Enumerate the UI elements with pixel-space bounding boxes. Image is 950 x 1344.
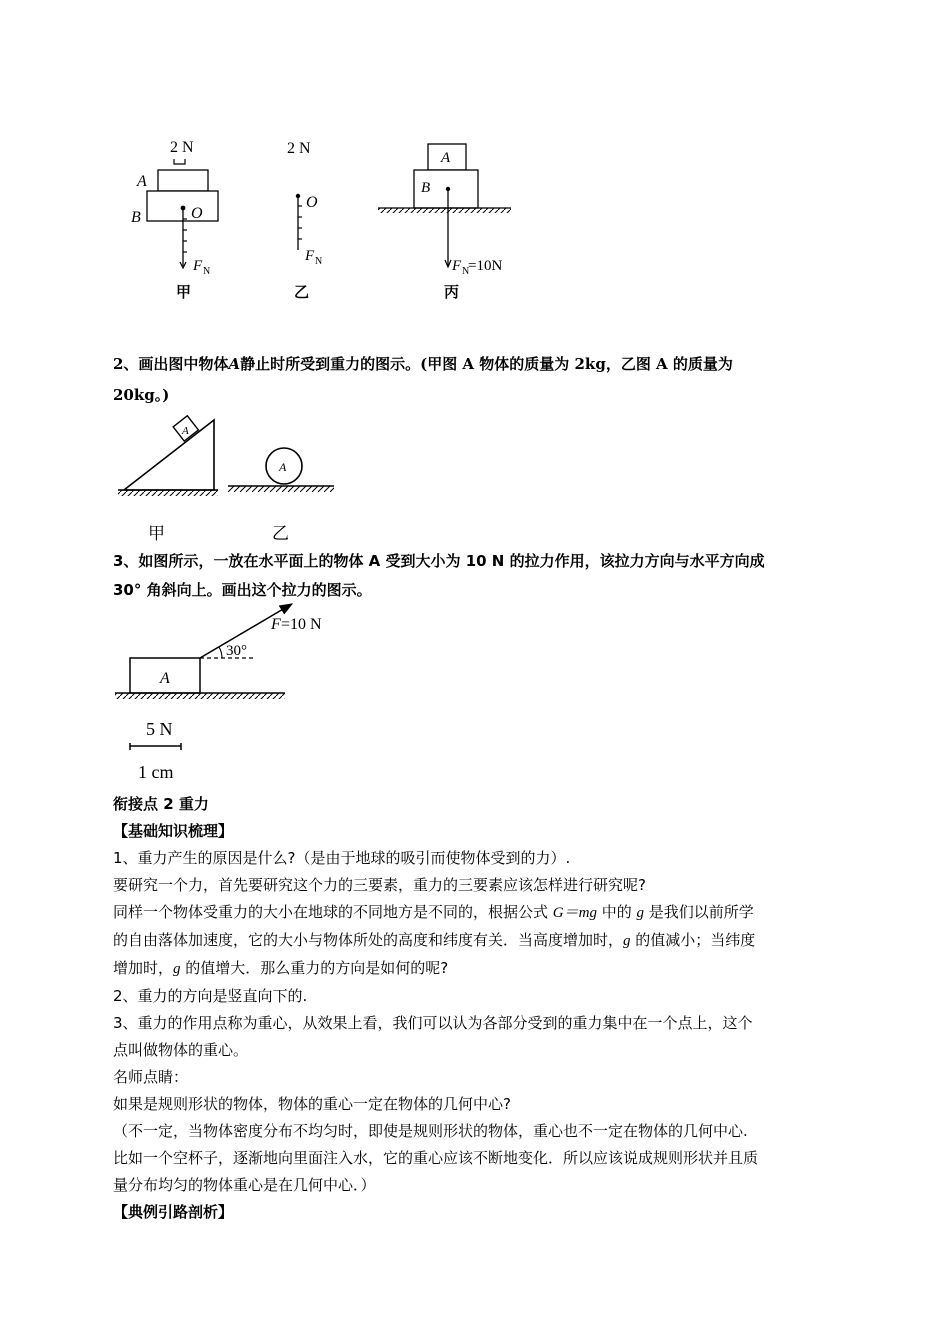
caption-bing: 丙 <box>444 283 460 301</box>
label-FN-yi: F <box>305 248 315 264</box>
force-label-F: F <box>271 616 281 633</box>
angle-label: 30° <box>226 643 247 659</box>
question-3: 3、如图所示，一放在水平面上的物体 A 受到大小为 10 N 的拉力作用，该拉力方向与水平方向成 30° 角斜向上。画出这个拉力的图示。 <box>113 552 765 599</box>
svg-text:=10N: =10N <box>468 258 503 274</box>
para-2: 要研究一个力，首先要研究这个力的三要素，重力的三要素应该怎样进行研究呢? <box>113 876 646 894</box>
caption-jia-2: 甲 <box>148 524 165 544</box>
caption-jia: 甲 <box>176 283 192 301</box>
para-1: 1、重力产生的原因是什么?（是由于地球的吸引而使物体受到的力）. <box>113 849 571 867</box>
para-6: 2、重力的方向是竖直向下的. <box>113 987 308 1005</box>
para-8: 点叫做物体的重心。 <box>113 1041 249 1059</box>
label-O-yi: O <box>306 194 318 211</box>
scale-length-fig3: 1 cm <box>138 762 174 782</box>
scale-bar-fig3 <box>130 743 181 750</box>
para-10: 如果是规则形状的物体，物体的重心一定在物体的几何中心? <box>113 1095 511 1113</box>
force-label-value: =10 N <box>281 616 322 633</box>
para-9: 名师点睛： <box>113 1068 189 1086</box>
label-A-fig3: A <box>160 670 170 687</box>
para-11: （不一定，当物体密度分布不均匀时，即使是规则形状的物体，重心也不一定在物体的几何中心. <box>113 1122 748 1140</box>
caption-yi: 乙 <box>294 283 310 301</box>
svg-text:N: N <box>203 266 211 277</box>
para-4: 的自由落体加速度，它的大小与物体所处的高度和纬度有关．当高度增加时，g 的值减小；当纬度 <box>113 931 756 949</box>
label-A-incline: A <box>182 425 189 437</box>
caption-yi-2: 乙 <box>272 524 289 544</box>
label-A-ball: A <box>279 460 287 474</box>
label-B-jia: B <box>131 209 141 226</box>
para-3: 同样一个物体受重力的大小在地球的不同地方是不同的，根据公式 G＝mg 中的 g 是我们以前所学 <box>113 903 754 921</box>
para-13: 量分布均匀的物体重心是在几何中心．） <box>113 1176 376 1194</box>
label-FN-jia: F <box>193 258 203 274</box>
scale-label-jia: 2 N <box>170 139 194 156</box>
label-FN-bing: F <box>452 258 462 274</box>
svg-text:N: N <box>462 266 470 277</box>
scale-force-fig3: 5 N <box>146 719 173 739</box>
question-2: 2、画出图中物体A静止时所受到重力的图示。(甲图 A 物体的质量为 2kg，乙图 A 的质量为 20kg。) <box>113 355 733 404</box>
section-subtitle: 【基础知识梳理】 <box>113 822 234 840</box>
section-title: 衔接点 2 重力 <box>113 795 209 813</box>
label-A-jia: A <box>137 173 147 190</box>
section-subtitle-2: 【典例引路剖析】 <box>113 1203 234 1221</box>
para-5: 增加时，g 的值增大．那么重力的方向是如何的呢? <box>113 959 449 977</box>
svg-text:N: N <box>315 256 323 267</box>
angle-arc <box>219 647 222 658</box>
para-7: 3、重力的作用点称为重心，从效果上看，我们可以认为各部分受到的重力集中在一个点上，这个 <box>113 1014 753 1032</box>
label-A-bing: A <box>441 150 451 166</box>
section-body <box>113 845 843 1226</box>
scale-label-yi: 2 N <box>287 140 311 157</box>
para-12: 比如一个空杯子，逐渐地向里面注入水，它的重心应该不断地变化．所以应该说成规则形状并且质 <box>113 1149 759 1167</box>
label-B-bing: B <box>421 180 431 196</box>
label-O-jia: O <box>191 205 203 222</box>
